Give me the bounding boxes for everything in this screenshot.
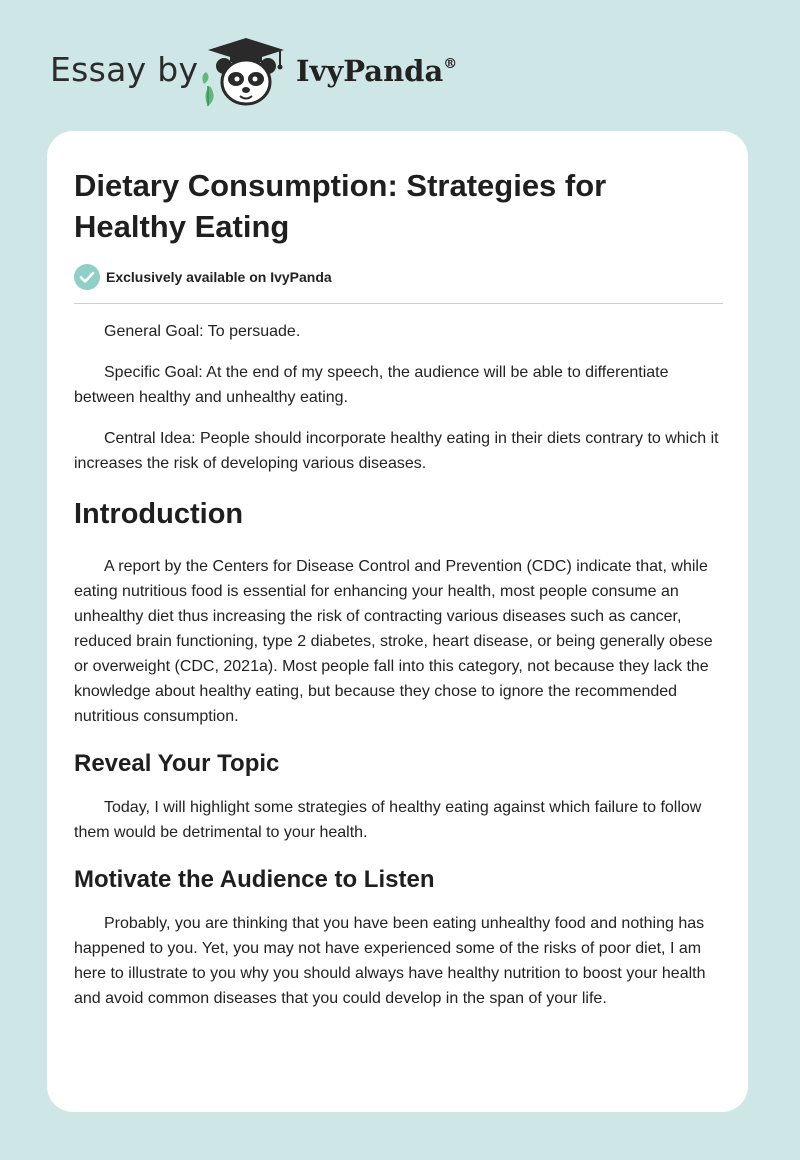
essay-by-label: Essay by: [50, 50, 199, 89]
registered-mark: ®: [443, 56, 458, 72]
specific-goal: Specific Goal: At the end of my speech, the audience will be able to differentiate between healthy and unhealthy eating.: [74, 364, 669, 406]
essay-body: [74, 319, 723, 1027]
motivate-paragraph: Probably, you are thinking that you have been eating unhealthy food and nothing has happened to you. Yet, you may not have experienced some of the risks of poor diet, I am here to illustrate to you why you should always have healthy nutrition to boost your health and avoid common diseases that you could develop in the span of your life.: [74, 915, 706, 1007]
brand-text: IvyPanda: [296, 54, 444, 88]
central-idea: Central Idea: People should incorporate healthy eating in their diets contrary to which it increases the risk of developing various diseases.: [74, 430, 719, 472]
exclusive-badge: [74, 264, 332, 290]
title-divider: [74, 303, 723, 304]
exclusive-badge-text: Exclusively available on IvyPanda: [106, 269, 332, 285]
reveal-topic-heading: Reveal Your Topic: [74, 750, 280, 777]
motivate-heading: Motivate the Audience to Listen: [74, 866, 435, 893]
brand-name[interactable]: [296, 54, 457, 88]
site-header: [50, 36, 510, 108]
reveal-topic-paragraph: Today, I will highlight some strategies of healthy eating against which failure to follow them would be detrimental to your health.: [74, 799, 702, 841]
introduction-paragraph: A report by the Centers for Disease Control and Prevention (CDC) indicate that, while eating nutritious food is essential for enhancing your health, most people consume an unhealthy diet thus increasing the risk of contracting various diseases such as cancer, reduced brain functioning, type 2 diabetes, stroke, heart disease, or being generally obese or overweight (CDC, 2021a). Most people fall into this category, not because they lack the knowledge about healthy eating, but because they chose to ignore the recommended nutritious consumption.: [74, 558, 713, 725]
essay-title: Dietary Consumption: Strategies for Healthy Eating: [74, 168, 607, 244]
essay-card: [47, 131, 748, 1112]
panda-logo-icon[interactable]: [200, 36, 292, 108]
introduction-heading: Introduction: [74, 498, 244, 530]
check-circle-icon: [74, 264, 100, 290]
general-goal: General Goal: To persuade.: [104, 323, 301, 340]
